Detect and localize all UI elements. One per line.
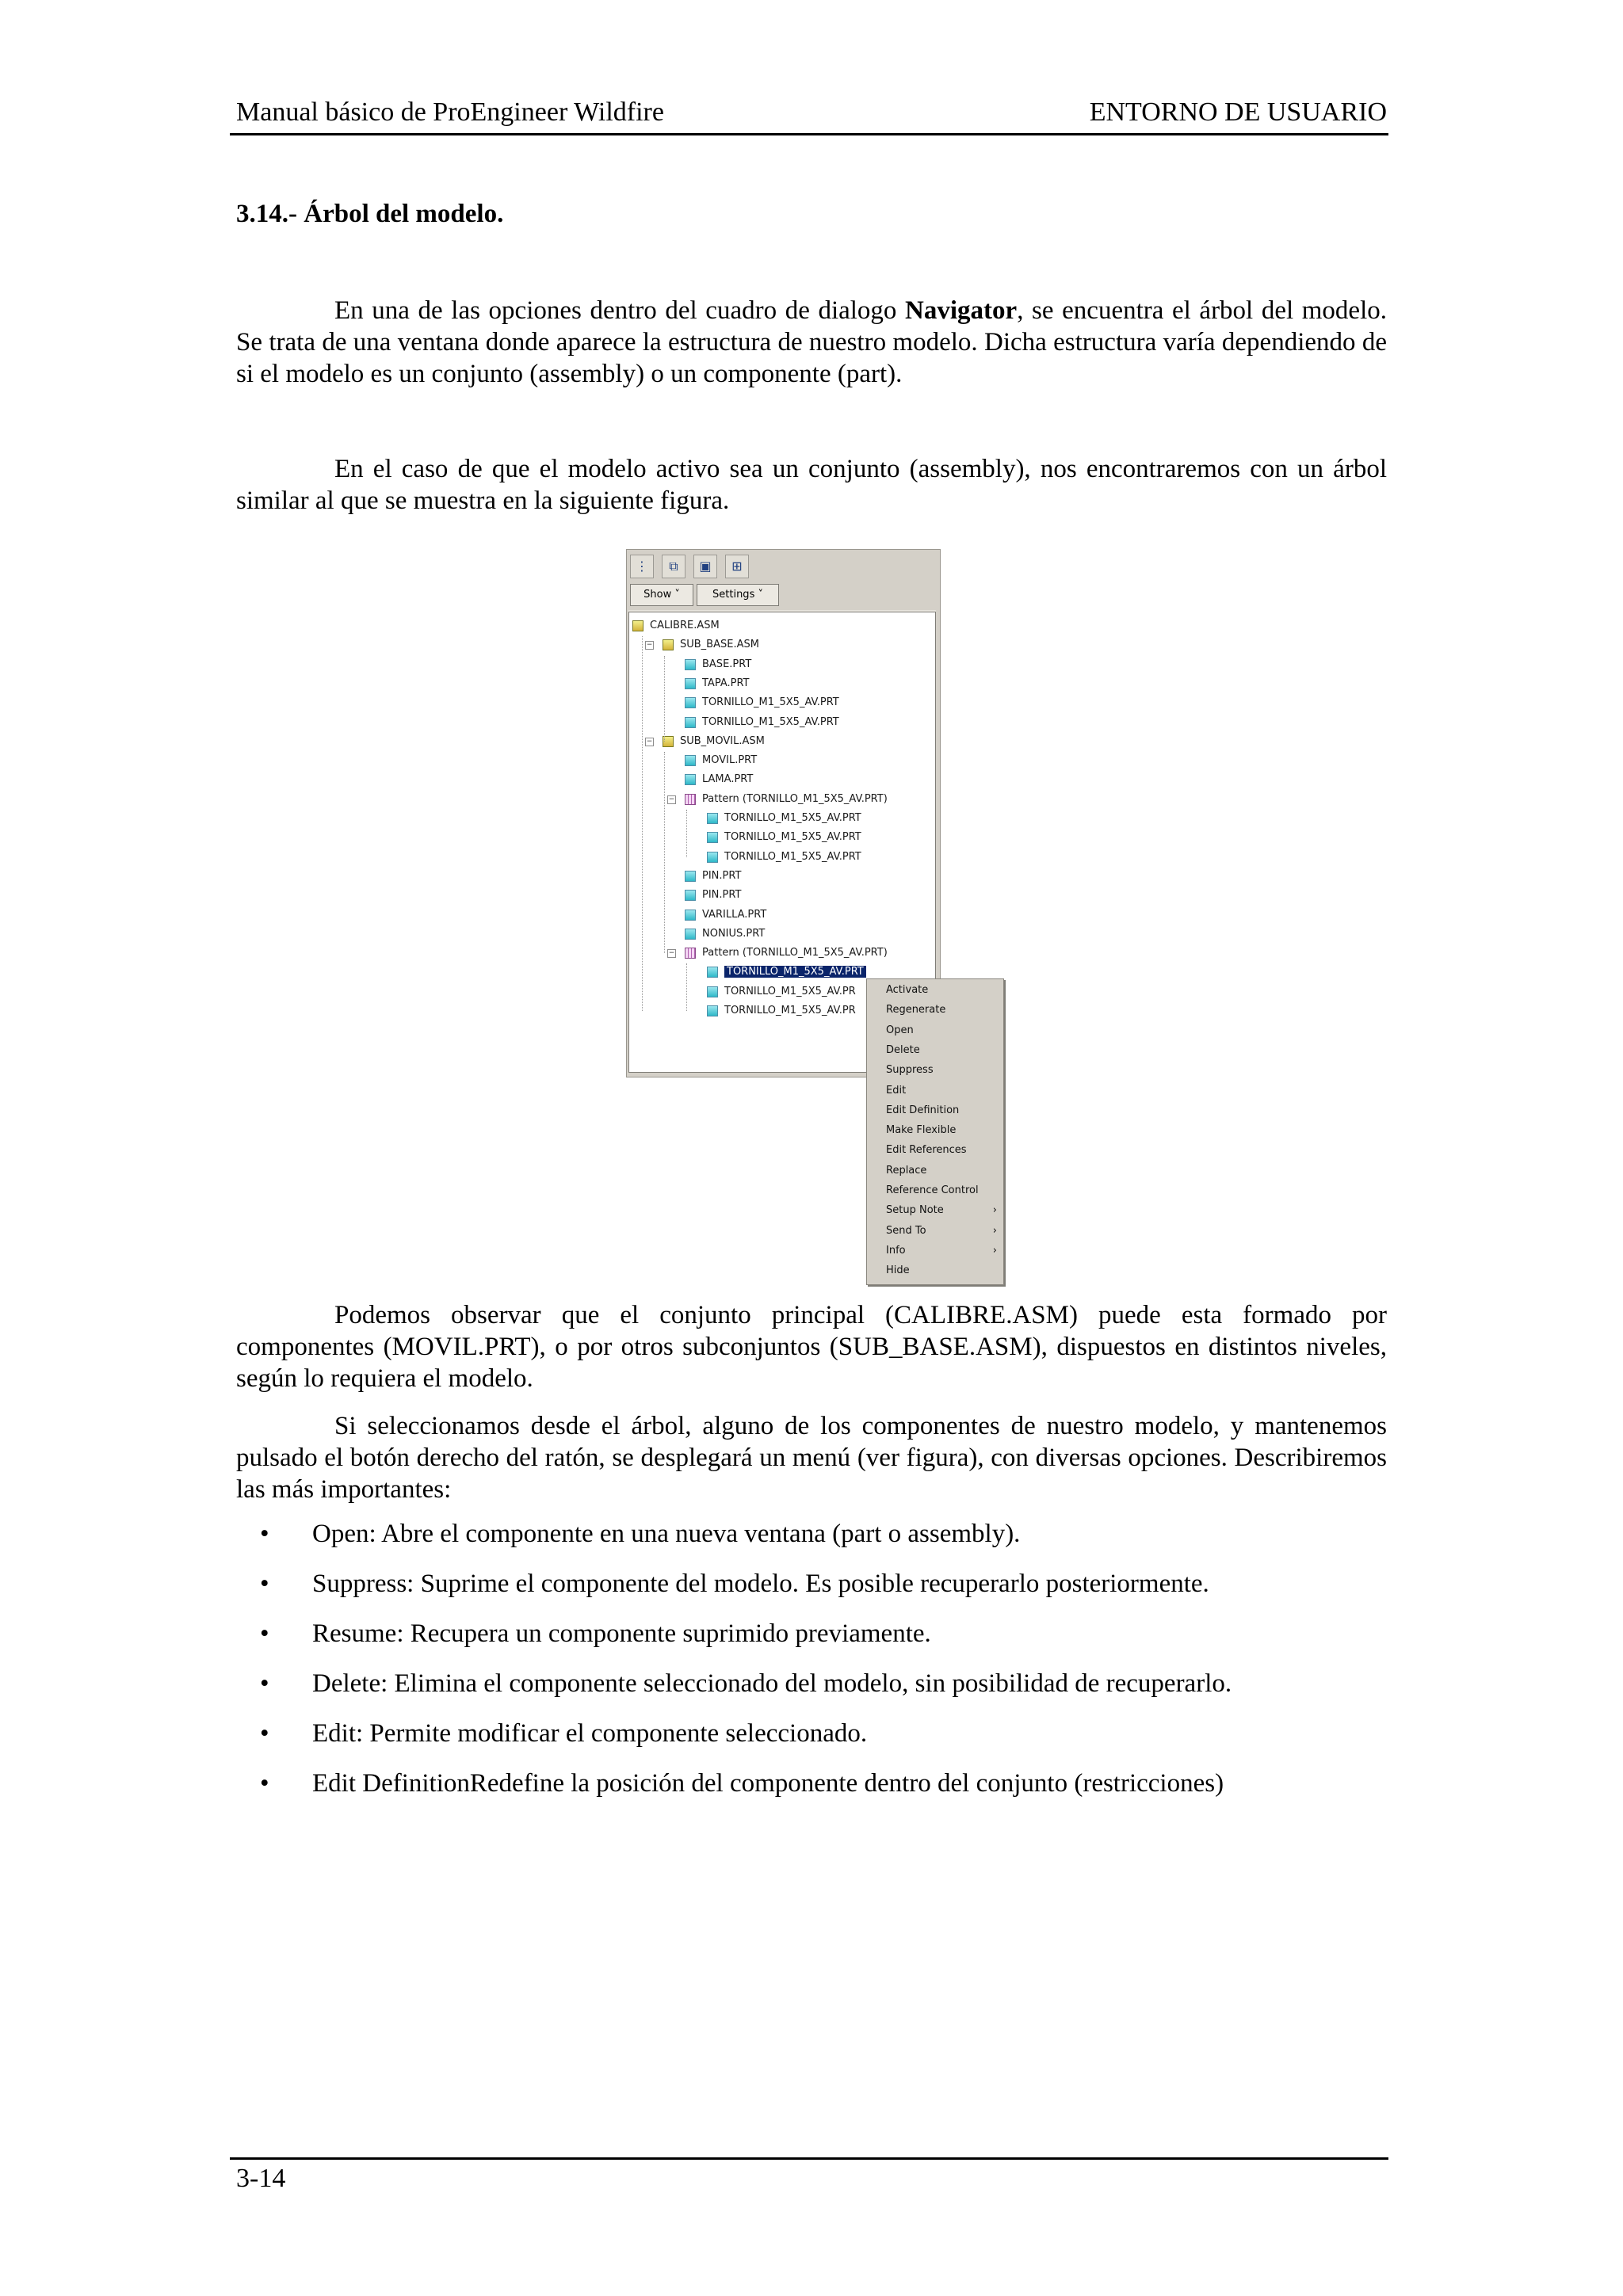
tree-connector: [664, 752, 665, 953]
tree-node-label: TORNILLO_M1_5X5_AV.PRT: [724, 850, 861, 863]
context-menu-item[interactable]: Edit References: [886, 1144, 967, 1157]
bullet-text: Delete: Elimina el componente seleccionado del modelo, sin posibilidad de recuperarlo.: [312, 1669, 1232, 1698]
folder-browser-tab-icon[interactable]: ⧉: [662, 555, 685, 578]
tree-connector: [642, 636, 643, 1011]
options-list: [236, 1518, 1387, 1817]
pattern-icon: [685, 948, 696, 959]
context-menu-item[interactable]: Send To: [886, 1224, 926, 1237]
submenu-arrow-icon: ›: [992, 1244, 997, 1257]
tree-node-label: Pattern (TORNILLO_M1_5X5_AV.PRT): [702, 947, 888, 959]
tree-node[interactable]: [685, 675, 750, 692]
context-menu-item[interactable]: Info: [886, 1244, 906, 1257]
bullet-dot-icon: •: [260, 1569, 269, 1598]
collapse-toggle-icon[interactable]: −: [646, 641, 653, 650]
part-icon: [707, 1005, 718, 1016]
context-menu-item[interactable]: Hide: [886, 1264, 910, 1277]
tree-node[interactable]: [707, 849, 861, 866]
bullet-item: [236, 1718, 1387, 1749]
bullet-dot-icon: •: [260, 1769, 269, 1798]
tree-node-label: TORNILLO_M1_5X5_AV.PRT: [724, 831, 861, 844]
submenu-arrow-icon: ›: [992, 1224, 997, 1237]
bullet-item: [236, 1668, 1387, 1699]
tree-node-label: CALIBRE.ASM: [650, 620, 720, 631]
part-icon: [707, 986, 718, 997]
tree-node[interactable]: [707, 1002, 856, 1020]
context-menu-item[interactable]: Open: [886, 1024, 914, 1036]
tree-node-label: MOVIL.PRT: [702, 754, 758, 767]
tree-node[interactable]: [707, 983, 856, 1001]
paragraph-navigator: [236, 295, 1387, 390]
tree-node-label: PIN.PRT: [702, 889, 742, 902]
tree-connector: [686, 963, 687, 1011]
context-menu-item[interactable]: Suppress: [886, 1064, 934, 1077]
collapse-toggle-icon[interactable]: −: [668, 949, 675, 958]
bullet-text: Suppress: Suprime el componente del modelo. Es posible recuperarlo posteriormente.: [312, 1569, 1209, 1598]
tree-node-label: TORNILLO_M1_5X5_AV.PRT: [724, 966, 866, 978]
tree-node-label: SUB_BASE.ASM: [680, 639, 759, 651]
paragraph-observation: Podemos observar que el conjunto principal (CALIBRE.ASM) puede esta formado por componentes (MOVIL.PRT), o por otros subconjuntos (SUB_BASE.ASM), dispuestos en distintos niveles, según lo requiera el modelo.: [236, 1301, 1387, 1393]
tree-node-label: TORNILLO_M1_5X5_AV.PRT: [702, 715, 839, 728]
tree-node[interactable]: [685, 868, 741, 885]
part-icon: [685, 697, 696, 708]
bullet-dot-icon: •: [260, 1669, 269, 1698]
context-menu-item[interactable]: Make Flexible: [886, 1124, 957, 1137]
bullet-item: [236, 1518, 1387, 1550]
part-icon: [685, 890, 696, 901]
p1-text-after: , se encuentra el árbol del modelo. Se trata de una ventana donde aparece la estructura de nuestro modelo. Dicha estructura varía dependiendo de si el modelo es un conjunto (assembly) o un componente (part).: [236, 296, 1387, 388]
tree-node[interactable]: [685, 887, 741, 904]
p1-bold-navigator: Navigator: [905, 296, 1018, 325]
context-menu-item[interactable]: Replace: [886, 1164, 927, 1177]
tree-node[interactable]: [707, 963, 866, 981]
part-icon: [685, 755, 696, 766]
assembly-icon: [632, 620, 643, 631]
model-tree-tab-icon[interactable]: ⋮: [630, 555, 654, 578]
component-context-menu: [866, 978, 1004, 1285]
running-header-title: Manual básico de ProEngineer Wildfire: [236, 97, 664, 127]
bullet-item: [236, 1768, 1387, 1799]
favorites-tab-icon[interactable]: ▣: [693, 555, 717, 578]
bullet-text: Open: Abre el componente en una nueva ventana (part o assembly).: [312, 1520, 1021, 1548]
part-icon: [685, 774, 696, 785]
context-menu-item[interactable]: Edit Definition: [886, 1104, 960, 1116]
tree-node-label: TORNILLO_M1_5X5_AV.PRT: [724, 812, 861, 824]
part-icon: [685, 910, 696, 921]
tree-node[interactable]: [663, 636, 759, 654]
part-icon: [707, 813, 718, 824]
part-icon: [707, 852, 718, 863]
tree-node-label: TAPA.PRT: [702, 677, 750, 689]
tree-node-label: Pattern (TORNILLO_M1_5X5_AV.PRT): [702, 792, 888, 805]
tree-node[interactable]: [707, 829, 861, 846]
context-menu-item[interactable]: Delete: [886, 1043, 920, 1056]
part-icon: [707, 832, 718, 843]
section-heading: 3.14.- Árbol del modelo.: [236, 200, 504, 228]
bullet-dot-icon: •: [260, 1719, 269, 1748]
tree-node-label: TORNILLO_M1_5X5_AV.PRT: [702, 696, 839, 709]
tree-node[interactable]: [685, 944, 888, 962]
tree-node-label: VARILLA.PRT: [702, 908, 767, 921]
collapse-toggle-icon[interactable]: −: [646, 737, 653, 746]
tree-node-label: NONIUS.PRT: [702, 927, 766, 940]
part-icon: [685, 717, 696, 728]
tree-node[interactable]: [663, 733, 765, 750]
paragraph-assembly: En el caso de que el modelo activo sea un conjunto (assembly), nos encontraremos con un árbol similar al que se muestra en la siguiente figura.: [236, 455, 1387, 515]
tree-node-label: TORNILLO_M1_5X5_AV.PR: [724, 1005, 856, 1016]
tree-node[interactable]: [685, 694, 839, 711]
header-rule: [230, 133, 1388, 135]
bullet-text: Edit: Permite modificar el componente seleccionado.: [312, 1719, 868, 1748]
context-menu-item[interactable]: Reference Control: [886, 1184, 979, 1196]
bullet-text: Edit DefinitionRedefine la posición del componente dentro del conjunto (restricciones): [312, 1769, 1224, 1798]
context-menu-item[interactable]: Setup Note: [886, 1204, 944, 1217]
tree-node[interactable]: [707, 810, 861, 827]
part-icon: [707, 967, 718, 978]
bullet-dot-icon: •: [260, 1520, 269, 1548]
assembly-icon: [663, 639, 674, 650]
tree-node[interactable]: [685, 925, 765, 943]
tree-node-label: BASE.PRT: [702, 658, 752, 670]
tree-node-label: TORNILLO_M1_5X5_AV.PR: [724, 985, 856, 997]
settings-menu-button[interactable]: Settings ˅: [697, 584, 779, 606]
tree-node[interactable]: [685, 714, 839, 731]
tree-connector: [664, 656, 665, 742]
tree-connector: [686, 810, 687, 857]
tree-node[interactable]: [685, 906, 766, 924]
tree-node[interactable]: [685, 752, 757, 769]
bullet-item: [236, 1568, 1387, 1600]
collapse-toggle-icon[interactable]: −: [668, 795, 675, 803]
bullet-dot-icon: •: [260, 1619, 269, 1648]
show-menu-button[interactable]: Show ˅: [630, 584, 693, 606]
tree-node[interactable]: [632, 617, 720, 635]
paragraph-right-click: Si seleccionamos desde el árbol, alguno de los componentes de nuestro modelo, y mantenemos pulsado el botón derecho del ratón, se desplegará un menú (ver figura), con diversas opciones. Describiremos las más importantes:: [236, 1412, 1387, 1504]
footer-rule: [230, 2157, 1388, 2160]
tree-node[interactable]: [685, 656, 751, 673]
tree-node[interactable]: [685, 791, 888, 808]
tree-node[interactable]: [685, 771, 753, 788]
context-menu-item[interactable]: Edit: [886, 1084, 907, 1097]
part-icon: [685, 929, 696, 940]
part-icon: [685, 871, 696, 882]
bullet-text: Resume: Recupera un componente suprimido previamente.: [312, 1619, 931, 1648]
part-icon: [685, 659, 696, 670]
bullet-item: [236, 1618, 1387, 1650]
page-number: 3-14: [236, 2164, 286, 2193]
running-header-chapter: ENTORNO DE USUARIO: [1089, 97, 1387, 127]
navigator-toolbar: [627, 550, 940, 582]
p1-text-before: En una de las opciones dentro del cuadro de dialogo: [334, 296, 906, 325]
context-menu-item[interactable]: Regenerate: [886, 1004, 946, 1016]
context-menu-item[interactable]: Activate: [886, 984, 929, 996]
submenu-arrow-icon: ›: [992, 1204, 997, 1217]
tree-node-label: LAMA.PRT: [702, 773, 754, 786]
pattern-icon: [685, 794, 696, 805]
connections-tab-icon[interactable]: ⊞: [725, 555, 749, 578]
part-icon: [685, 678, 696, 689]
tree-node-label: PIN.PRT: [702, 869, 742, 882]
tree-node-label: SUB_MOVIL.ASM: [680, 734, 765, 747]
